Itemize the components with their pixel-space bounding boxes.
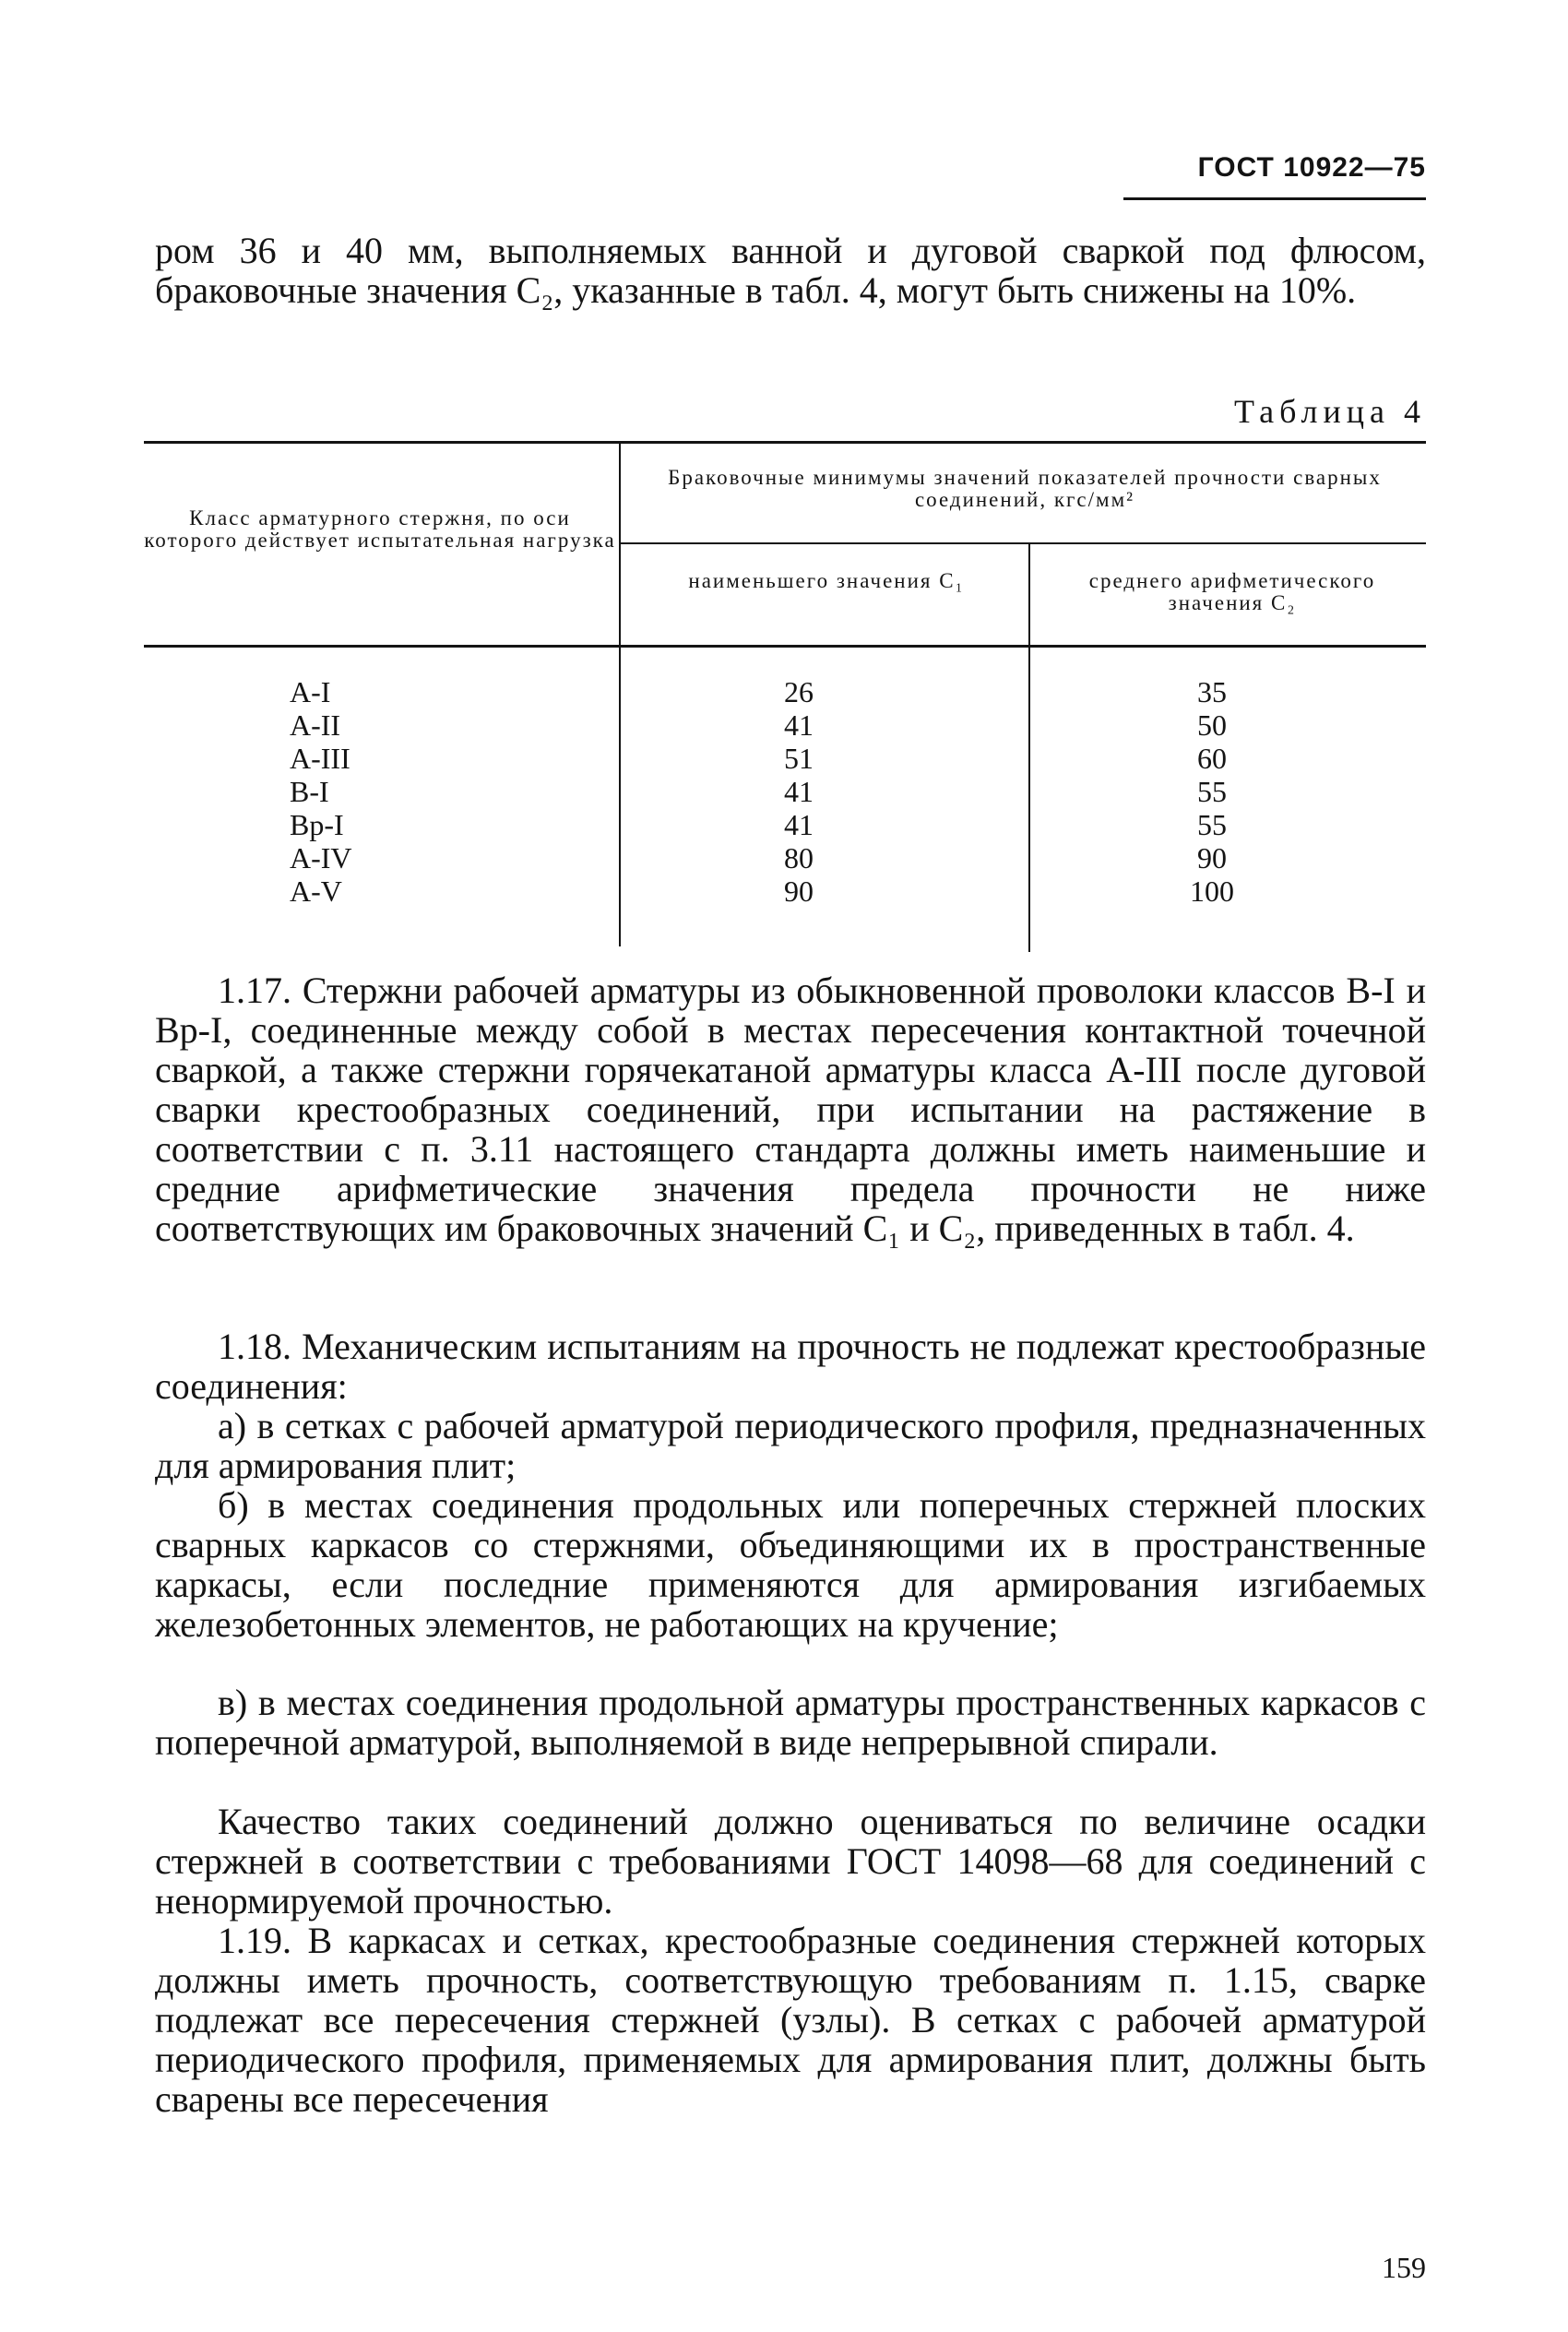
table-subheader-rule (621, 542, 1426, 544)
table-cell: 60 (1197, 742, 1227, 775)
col1-header: Класс арматурного стержня, по оси которого действует испытательная нагрузка (144, 506, 616, 552)
table-cell: 90 (784, 874, 814, 908)
table-cell: Bp-I (290, 808, 344, 841)
col-c1 (762, 675, 836, 908)
table-cell: 26 (784, 675, 814, 708)
table-cell: A-I (290, 675, 331, 708)
paragraph-item-a: а) в сетках с рабочей арматурой периодического профиля, предназначенных для армирования плит; (155, 1405, 1426, 1486)
header-rule (1123, 197, 1426, 200)
table-cell: 41 (784, 808, 814, 841)
table-cell: A-II (290, 708, 341, 742)
paragraph-item-v: в) в местах соединения продольной арматуры пространственных каркасов с поперечной арматурой, выполняемой в виде непрерывной спирали. (155, 1682, 1426, 1763)
table-cell: 41 (784, 708, 814, 742)
page-number: 159 (1382, 2251, 1426, 2284)
table-cell: A-III (290, 742, 350, 775)
table-cell: 50 (1197, 708, 1227, 742)
table-cell: B-I (290, 775, 329, 808)
table-cell: 55 (1197, 775, 1227, 808)
table-cell: 35 (1197, 675, 1227, 708)
table-cell: 90 (1197, 841, 1227, 874)
table-cell: 100 (1190, 874, 1234, 908)
table-cell: 51 (784, 742, 814, 775)
col2-header: наименьшего значения C₁ (688, 569, 965, 592)
paragraph-1-19: 1.19. В каркасах и сетках, крестообразные соединения стержней которых должны иметь прочность, соответствующую требованиям п. 1.15, сварке подлежат все пересечения стержней (узлы). В сетках с рабочей арматурой периодического профиля, применяемых для армирования плит, должны быть сварены все пересечения (155, 1920, 1426, 2120)
paragraph-item-b: б) в местах соединения продольных или поперечных стержней плоских сварных каркасов со стержнями, объединяющими их в пространственные каркасы, если последние применяются для армирования изгибаемых железобетонных элементов, не работающих на кручение; (155, 1484, 1426, 1645)
table-header-rule (144, 645, 1426, 648)
col-class (290, 675, 352, 908)
table-col-divider-1 (619, 441, 621, 946)
table-4 (144, 441, 1426, 946)
table-cell: 41 (784, 775, 814, 808)
table-cell: A-V (290, 874, 342, 908)
intro-paragraph: ром 36 и 40 мм, выполняемых ванной и дуговой сваркой под флюсом, браковочные значения C₂, указанные в табл. 4, могут быть снижены на 10%. (155, 230, 1426, 311)
table-top-rule (144, 441, 1426, 444)
paragraph-quality: Качество таких соединений должно оцениваться по величине осадки стержней в соответствии с требованиями ГОСТ 14098—68 для соединений с ненормируемой прочностью. (155, 1801, 1426, 1922)
table-caption: Таблица 4 (1234, 393, 1426, 430)
table-col-divider-2 (1028, 544, 1030, 952)
page-header-code: ГОСТ 10922—75 (1197, 152, 1426, 183)
table-cell: 55 (1197, 808, 1227, 841)
group-header: Браковочные минимумы значений показателей прочности сварных соединений, кгс/мм² (668, 466, 1382, 511)
paragraph-1-18: 1.18. Механическим испытаниям на прочность не подлежат крестообразные соединения: (155, 1326, 1426, 1407)
paragraph-1-17: 1.17. Стержни рабочей арматуры из обыкновенной проволоки классов B-I и Bp-I, соединенные между собой в местах пересечения контактной точечной сваркой, а также стержни горячекатаной арматуры класса A-III после дуговой сварки крестообразных соединений, при испытании на растяжение в соответствии с п. 3.11 настоящего стандарта должны иметь наименьшие и средние арифметические значения предела прочности не ниже соответствующих им браковочных значений C₁ и C₂, приведенных в табл. 4. (155, 970, 1426, 1249)
col3-header: среднего арифметического значения C₂ (1088, 569, 1376, 614)
table-cell: 80 (784, 841, 814, 874)
table-cell: A-IV (290, 841, 352, 874)
col-c2 (1170, 675, 1253, 908)
